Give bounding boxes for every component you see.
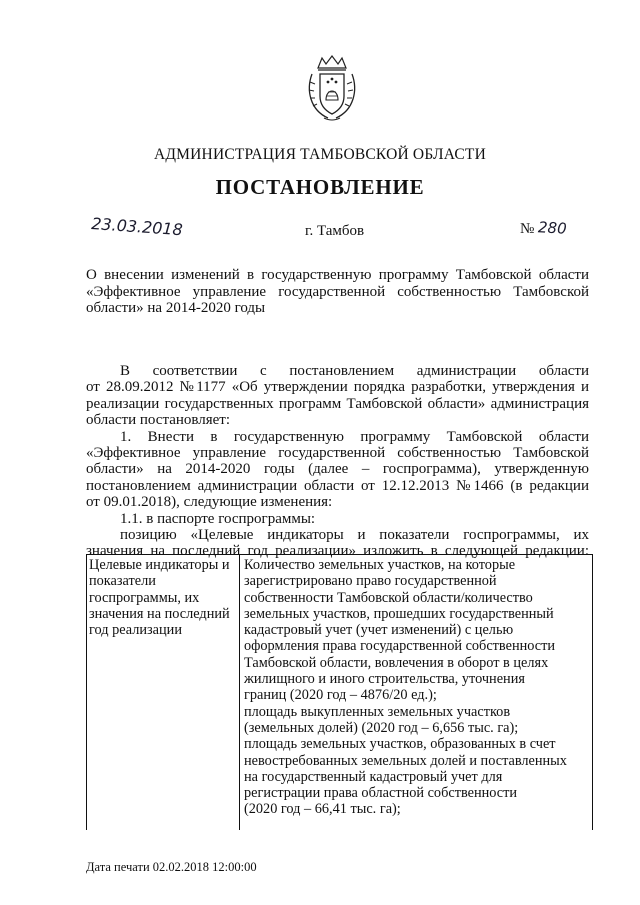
subject-line: области» на 2014-2020 годы xyxy=(86,300,266,316)
body-line: 1.1. в паспорте госпрограммы: xyxy=(120,510,316,527)
indicators-table xyxy=(86,554,593,830)
table-label-cell xyxy=(87,555,240,830)
table-label-line: Целевые индикаторы и xyxy=(89,557,230,573)
table-value-line: Количество земельных участков, на которые xyxy=(244,557,516,573)
city-label: г. Тамбов xyxy=(305,223,365,239)
table-value-line: Тамбовской области, вовлечения в оборот в целях xyxy=(244,654,549,671)
document-subject xyxy=(86,267,589,317)
table-value-line: оформления права государственной собственности xyxy=(244,638,555,655)
body-line: области» на 2014-2020 годы (далее – госпрограмма), утвержденную xyxy=(86,461,589,478)
table-value-line: (земельных долей) (2020 год – 6,656 тыс. га); xyxy=(244,719,519,736)
table-value-line: зарегистрировано право государственной xyxy=(244,573,497,590)
table-value-line: границ (2020 год – 4876/20 ед.); xyxy=(244,687,437,704)
body-line: «Эффективное управление государственной собственностью Тамбовской xyxy=(86,444,589,461)
table-value-line: площадь выкупленных земельных участков xyxy=(244,703,511,720)
table-value-line: невостребованных земельных долей и поставленных xyxy=(244,752,567,769)
table-label-line: значения на последний xyxy=(89,605,230,622)
handwritten-number: 280 xyxy=(537,218,568,238)
body-line: от 09.01.2018), следующие изменения: xyxy=(86,494,333,511)
table-label-line: госпрограммы, их xyxy=(89,589,200,606)
table-value-line: площадь земельных участков, образованных в счет xyxy=(244,736,556,753)
table-label-line: год реализации xyxy=(89,622,182,639)
document-body xyxy=(86,363,589,560)
body-line: В соответствии с постановлением администрации области xyxy=(120,363,589,379)
body-line: реализации государственных программ Тамбовской области» администрация xyxy=(86,395,589,412)
body-line: 1. Внести в государственную программу Тамбовской области xyxy=(120,428,589,445)
org-title: АДМИНИСТРАЦИЯ ТАМБОВСКОЙ ОБЛАСТИ xyxy=(154,146,486,163)
body-line: позицию «Целевые индикаторы и показатели госпрограммы, их xyxy=(120,526,589,543)
table-value-line: на государственный кадастровый учет для xyxy=(244,768,503,785)
document-type: ПОСТАНОВЛЕНИЕ xyxy=(215,175,425,199)
table-value-line: регистрации права областной собственности xyxy=(244,785,518,802)
handwritten-date: 23.03.2018 xyxy=(90,214,184,240)
body-line: области постановляет: xyxy=(86,412,231,429)
table-value-line: (2020 год – 66,41 тыс. га); xyxy=(244,801,401,818)
table-value-cell xyxy=(244,557,590,818)
document-number xyxy=(520,219,567,238)
number-prefix: № xyxy=(520,221,535,237)
subject-line: «Эффективное управление государственной собственностью Тамбовской xyxy=(86,283,589,300)
print-date: Дата печати 02.02.2018 12:00:00 xyxy=(86,860,257,874)
table-value-line: собственности Тамбовской области/количество xyxy=(244,589,533,606)
body-line: постановлением администрации области от 12.12.2013 №1466 (в редакции xyxy=(86,477,589,494)
table-value-line: земельных участков, прошедших государственный xyxy=(244,605,554,622)
tambov-coat-of-arms-icon xyxy=(304,54,360,124)
subject-line: О внесении изменений в государственную программу Тамбовской области xyxy=(86,267,589,283)
table-label-line: показатели xyxy=(89,573,156,590)
body-line: значения на последний год реализации» изложить в следующей редакции: xyxy=(86,543,589,560)
table-value-line: жилищного и иного строительства, уточнения xyxy=(244,671,525,688)
body-line: от 28.09.2012 №1177 «Об утверждении порядка разработки, утверждения и xyxy=(86,379,589,396)
table-value-line: кадастровый учет (учет изменений) с целью xyxy=(244,622,514,639)
